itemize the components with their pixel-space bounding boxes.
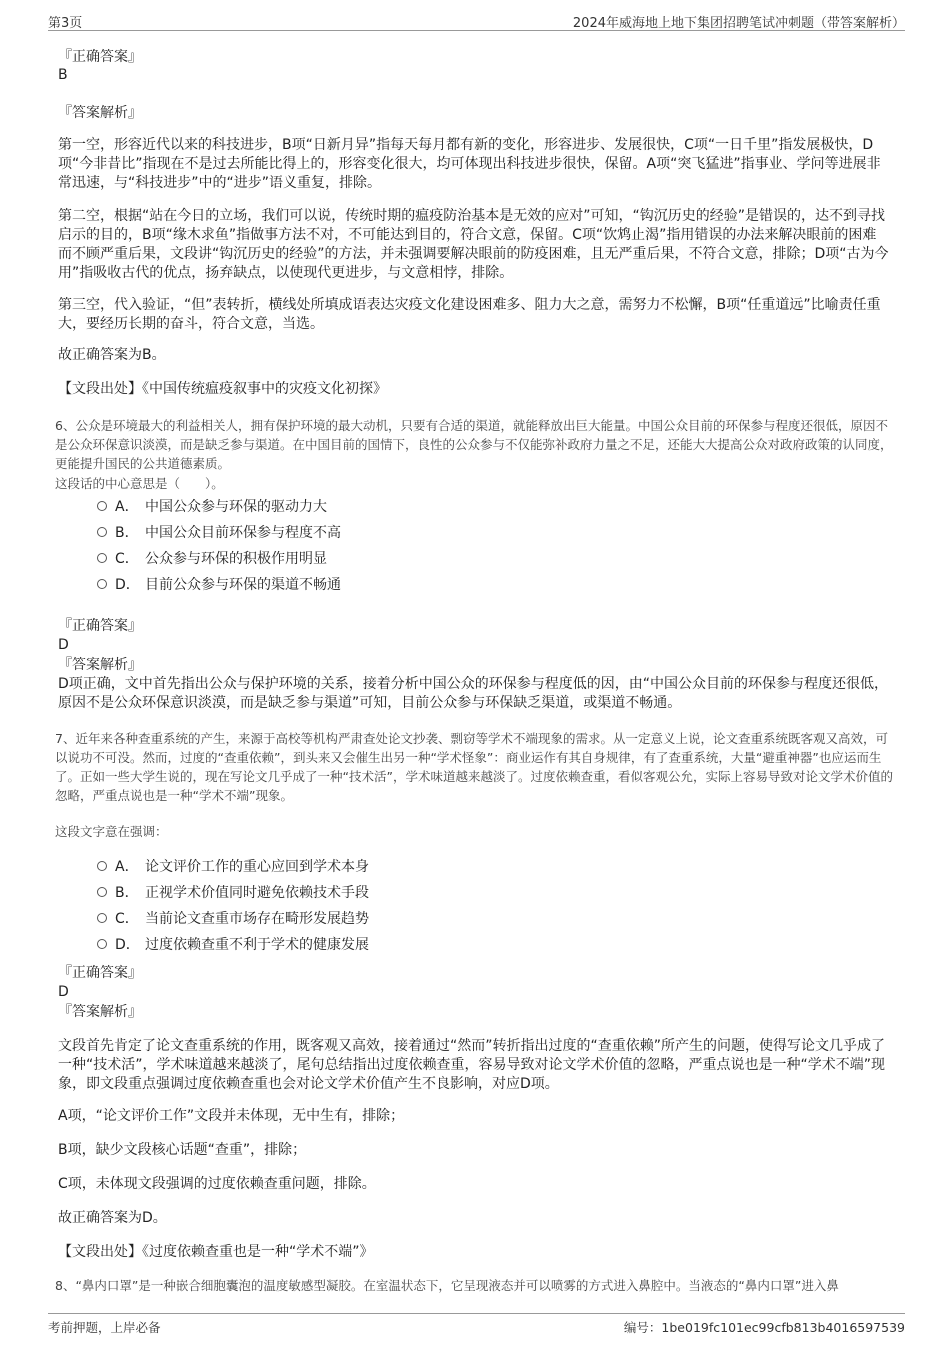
q8-stem: 8、“鼻内口罩”是一种嵌合细胞囊泡的温度敏感型凝胶。在室温状态下，它呈现液态并可以喷雾的方式进入鼻腔中。当液态的“鼻内口罩”进入鼻 [55,1278,839,1293]
option-letter: A． [115,859,139,875]
q7-source: 【文段出处】《过度依赖查重也是一种“学术不端”》 [58,1244,374,1260]
page-header [48,8,905,31]
option-letter: B． [115,525,139,541]
radio-icon[interactable] [97,501,107,511]
q6-option-d[interactable] [97,576,341,595]
option-letter: C． [115,911,139,927]
q6-stem: 6、公众是环境最大的利益相关人，拥有保护环境的最大动机，只要有合适的渠道，就能释放出巨大能量。中国公众目前的环保参与程度还很低，原因不是公众环保意识淡漠，而是缺乏参与渠道。在中国目前的国情下，良性的公众参与不仅能弥补政府力量之不足，还能大大提高公众对政府政策的认同度，更能提升国民的公共道德素质。 [55,418,893,471]
option-text: 正视学术价值同时避免依赖技术手段 [145,885,369,901]
q5-analysis-para2: 第二空，根据“站在今日的立场，我们可以说，传统时期的瘟疫防治基本是无效的应对”可知，“钩沉历史的经验”是错误的，达不到寻找启示的目的，B项“缘木求鱼”指做事方法不对，不可能达到目的，符合文意，保留。C项“饮鸩止渴”指用错误的办法来解决眼前的困难而不顾严重后果，文段讲“钩沉历史的经验”的方法，并未强调要解决眼前的防疫困难，且无严重后果，不符合文意，排除；D项“古为今用”指吸收古代的优点，扬弃缺点，以使现代更进步，与文意相悖，排除。 [58,208,889,281]
option-letter: A． [115,499,139,515]
q7-conclusion: 故正确答案为D。 [58,1210,167,1226]
document-code: 编号：1be019fc101ec99cfb813b4016597539 [623,1320,905,1335]
page-number: 第3页 [48,16,83,31]
q6-option-b[interactable] [97,524,341,543]
footer-slogan: 考前押题，上岸必备 [48,1320,161,1335]
q6-analysis-label: 『答案解析』 [58,657,142,673]
radio-icon[interactable] [97,553,107,563]
q5-analysis-para3: 第三空，代入验证，“但”表转折，横线处所填成语表达灾疫文化建设困难多、阻力大之意，需努力不松懈，B项“任重道远”比喻责任重大，要经历长期的奋斗，符合文意，当选。 [58,297,881,332]
q7-analysis-para2: A项，“论文评价工作”文段并未体现，无中生有，排除； [58,1108,405,1124]
radio-icon[interactable] [97,887,107,897]
q7-analysis-para3: B项，缺少文段核心话题“查重”，排除； [58,1142,307,1158]
q6-option-a[interactable] [97,498,327,517]
q7-stem: 7、近年来各种查重系统的产生，来源于高校等机构严肃查处论文抄袭、剽窃等学术不端现象的需求。从一定意义上说，论文查重系统既客观又高效，可以说功不可没。然而，过度的“查重依赖”，到头来又会催生出另一种“学术怪象”：商业运作有其自身规律，有了查重系统，大量“避重神器”也应运而生了。正如一些大学生说的，现在写论文几乎成了一种“技术活”，学术味道越来越淡了。过度依赖查重，看似客观公允，实际上容易导致对论文学术价值的忽略，严重点说也是一种“学术不端”现象。 [55,731,893,803]
option-text: 论文评价工作的重心应回到学术本身 [145,859,369,875]
radio-icon[interactable] [97,527,107,537]
q6-answer: D [58,637,69,653]
radio-icon[interactable] [97,939,107,949]
radio-icon[interactable] [97,861,107,871]
option-text: 中国公众参与环保的驱动力大 [145,499,327,515]
q7-option-d[interactable] [97,936,369,955]
page-footer [48,1313,905,1336]
option-text: 过度依赖查重不利于学术的健康发展 [145,937,369,953]
q7-answer-label: 『正确答案』 [58,965,142,981]
option-text: 中国公众目前环保参与程度不高 [145,525,341,541]
option-text: 目前公众参与环保的渠道不畅通 [145,577,341,593]
option-letter: B． [115,885,139,901]
q7-option-a[interactable] [97,858,369,877]
radio-icon[interactable] [97,913,107,923]
q6-answer-label: 『正确答案』 [58,618,142,634]
q5-source: 【文段出处】《中国传统瘟疫叙事中的灾疫文化初探》 [58,381,387,397]
q7-analysis-para4: C项，未体现文段强调的过度依赖查重问题，排除。 [58,1176,376,1192]
q5-analysis-para1: 第一空，形容近代以来的科技进步，B项“日新月异”指每天每月都有新的变化，形容进步、发展很快，C项“一日千里”指发展极快，D项“今非昔比”指现在不是过去所能比得上的，形容变化很大，均可体现出科技进步很快，保留。A项“突飞猛进”指事业、学问等进展非常迅速，与“科技进步”中的“进步”语义重复，排除。 [58,137,881,191]
document-title: 2024年威海地上地下集团招聘笔试冲刺题（带答案解析） [572,16,905,31]
q6-analysis: D项正确，文中首先指出公众与保护环境的关系，接着分析中国公众的环保参与程度低的因，由“中国公众目前的环保参与程度还很低，原因不是公众环保意识淡漠，而是缺乏参与渠道”可知，目前公众参与环保缺乏渠道，或渠道不畅通。 [58,676,889,711]
q7-answer: D [58,984,69,1000]
q5-answer-label: 『正确答案』 [58,49,142,65]
q7-option-b[interactable] [97,884,369,903]
option-letter: C． [115,551,139,567]
q7-option-c[interactable] [97,910,369,929]
q5-analysis-label: 『答案解析』 [58,105,142,121]
option-letter: D． [115,937,140,953]
q6-question: 这段话的中心意思是（ ）。 [55,476,224,491]
q6-option-c[interactable] [97,550,327,569]
q7-analysis-para1: 文段首先肯定了论文查重系统的作用，既客观又高效，接着通过“然而”转折指出过度的“查重依赖”所产生的问题，使得写论文几乎成了一种“技术活”，学术味道越来越淡了，尾句总结指出过度依赖查重，容易导致对论文学术价值的忽略，严重点说也是一种“学术不端”现象，即文段重点强调过度依赖查重也会对论文学术价值产生不良影响，对应D项。 [58,1038,886,1092]
radio-icon[interactable] [97,579,107,589]
option-text: 公众参与环保的积极作用明显 [145,551,327,567]
option-letter: D． [115,577,140,593]
q5-answer: B [58,67,68,83]
q7-analysis-label: 『答案解析』 [58,1004,142,1020]
q7-question: 这段文字意在强调： [55,824,168,839]
q5-conclusion: 故正确答案为B。 [58,347,166,363]
option-text: 当前论文查重市场存在畸形发展趋势 [145,911,369,927]
